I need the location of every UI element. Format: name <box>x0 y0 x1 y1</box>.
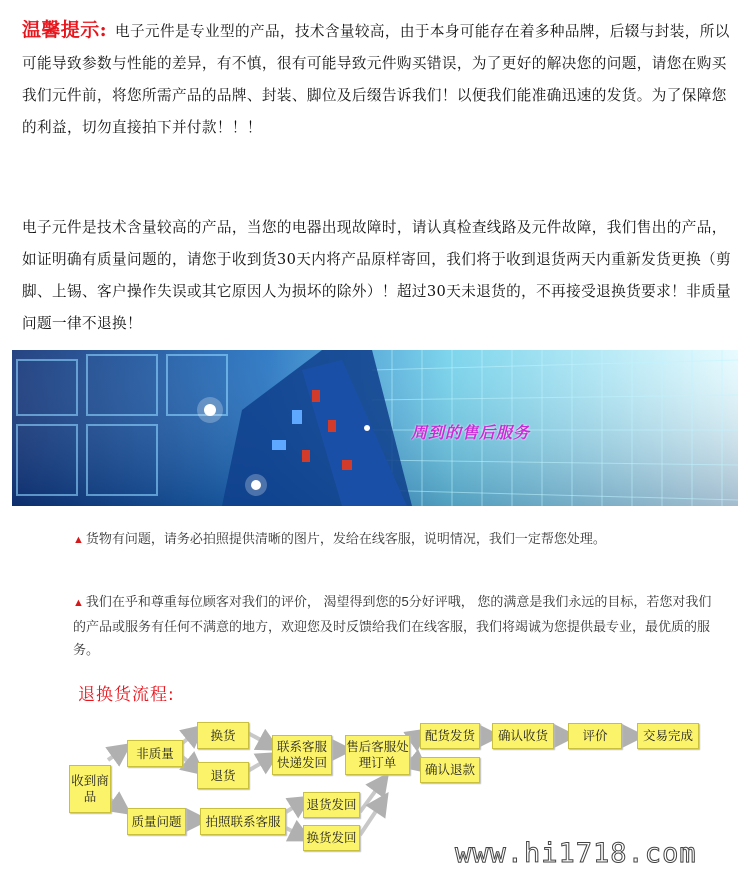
watermark: www.hi1718.com <box>455 838 697 869</box>
flow-contact-express: 联系客服快递发回 <box>272 735 332 775</box>
flow-review: 评价 <box>568 723 622 749</box>
flow-deal-done: 交易完成 <box>637 723 699 749</box>
notice-label: 温馨提示: <box>22 19 108 41</box>
quality-policy-text: 电子元件是技术含量较高的产品，当您的电器出现故障时，请认真检查线路及元件故障，我们售出的产品，如证明确有质量问题的，请您于收到货30天内将产品原样寄回，我们将于收到退货两天内重新发货更换（剪脚、上锡、客户操作失误或其它原因人为损坏的除外）！超过30天未退货的，不再接受退换货要求！非质量问题一律不退换！ <box>22 219 732 332</box>
flow-non-quality: 非质量 <box>127 740 183 767</box>
flow-photo-contact: 拍照联系客服 <box>200 808 286 835</box>
service-banner <box>12 350 738 506</box>
service-text-2: 我们在乎和尊重每位顾客对我们的评价， 渴望得到您的5分好评哦， 您的满意是我们永远的目标，若您对我们的产品或服务有任何不满意的地方，欢迎您及时反馈给我们在线客服，我们将竭诚为您提供最专业，最优质的服务。 <box>73 594 712 657</box>
flow-title: 退换货流程: <box>78 685 175 705</box>
flow-ship: 配货发货 <box>420 723 480 749</box>
triangle-icon: ▲ <box>73 534 84 546</box>
service-item-1 <box>73 527 713 552</box>
service-item-2 <box>73 590 713 661</box>
service-text-1: 货物有问题，请务必拍照提供清晰的图片，发给在线客服，说明情况，我们一定帮您处理。 <box>85 531 606 546</box>
flow-exchange-send: 换货发回 <box>303 825 360 851</box>
flow-quality-issue: 质量问题 <box>127 808 186 835</box>
banner-graphic <box>12 350 738 506</box>
flow-exchange: 换货 <box>197 722 249 749</box>
flow-return-send: 退货发回 <box>303 792 360 818</box>
warm-notice <box>22 14 737 144</box>
triangle-icon: ▲ <box>73 597 84 609</box>
flow-aftersale-order: 售后客服处理订单 <box>345 735 410 775</box>
flow-confirm-receipt: 确认收货 <box>492 723 554 749</box>
banner-title: 周到的售后服务 <box>411 423 531 442</box>
notice-text: 电子元件是专业型的产品，技术含量较高，由于本身可能存在着多种品牌，后辍与封装，所以可能导致参数与性能的差异，有不慎，很有可能导致元件购买错误，为了更好的解决您的问题，请您在购买我们元件前，将您所需产品的品牌、封装、脚位及后缀告诉我们！以便我们能准确迅速的发货。为了保障您的利益，切勿直接拍下并付款！！！ <box>22 23 730 136</box>
flow-receive-goods: 收到商品 <box>69 765 111 813</box>
flow-return: 退货 <box>197 762 249 789</box>
flow-confirm-refund: 确认退款 <box>420 757 480 783</box>
